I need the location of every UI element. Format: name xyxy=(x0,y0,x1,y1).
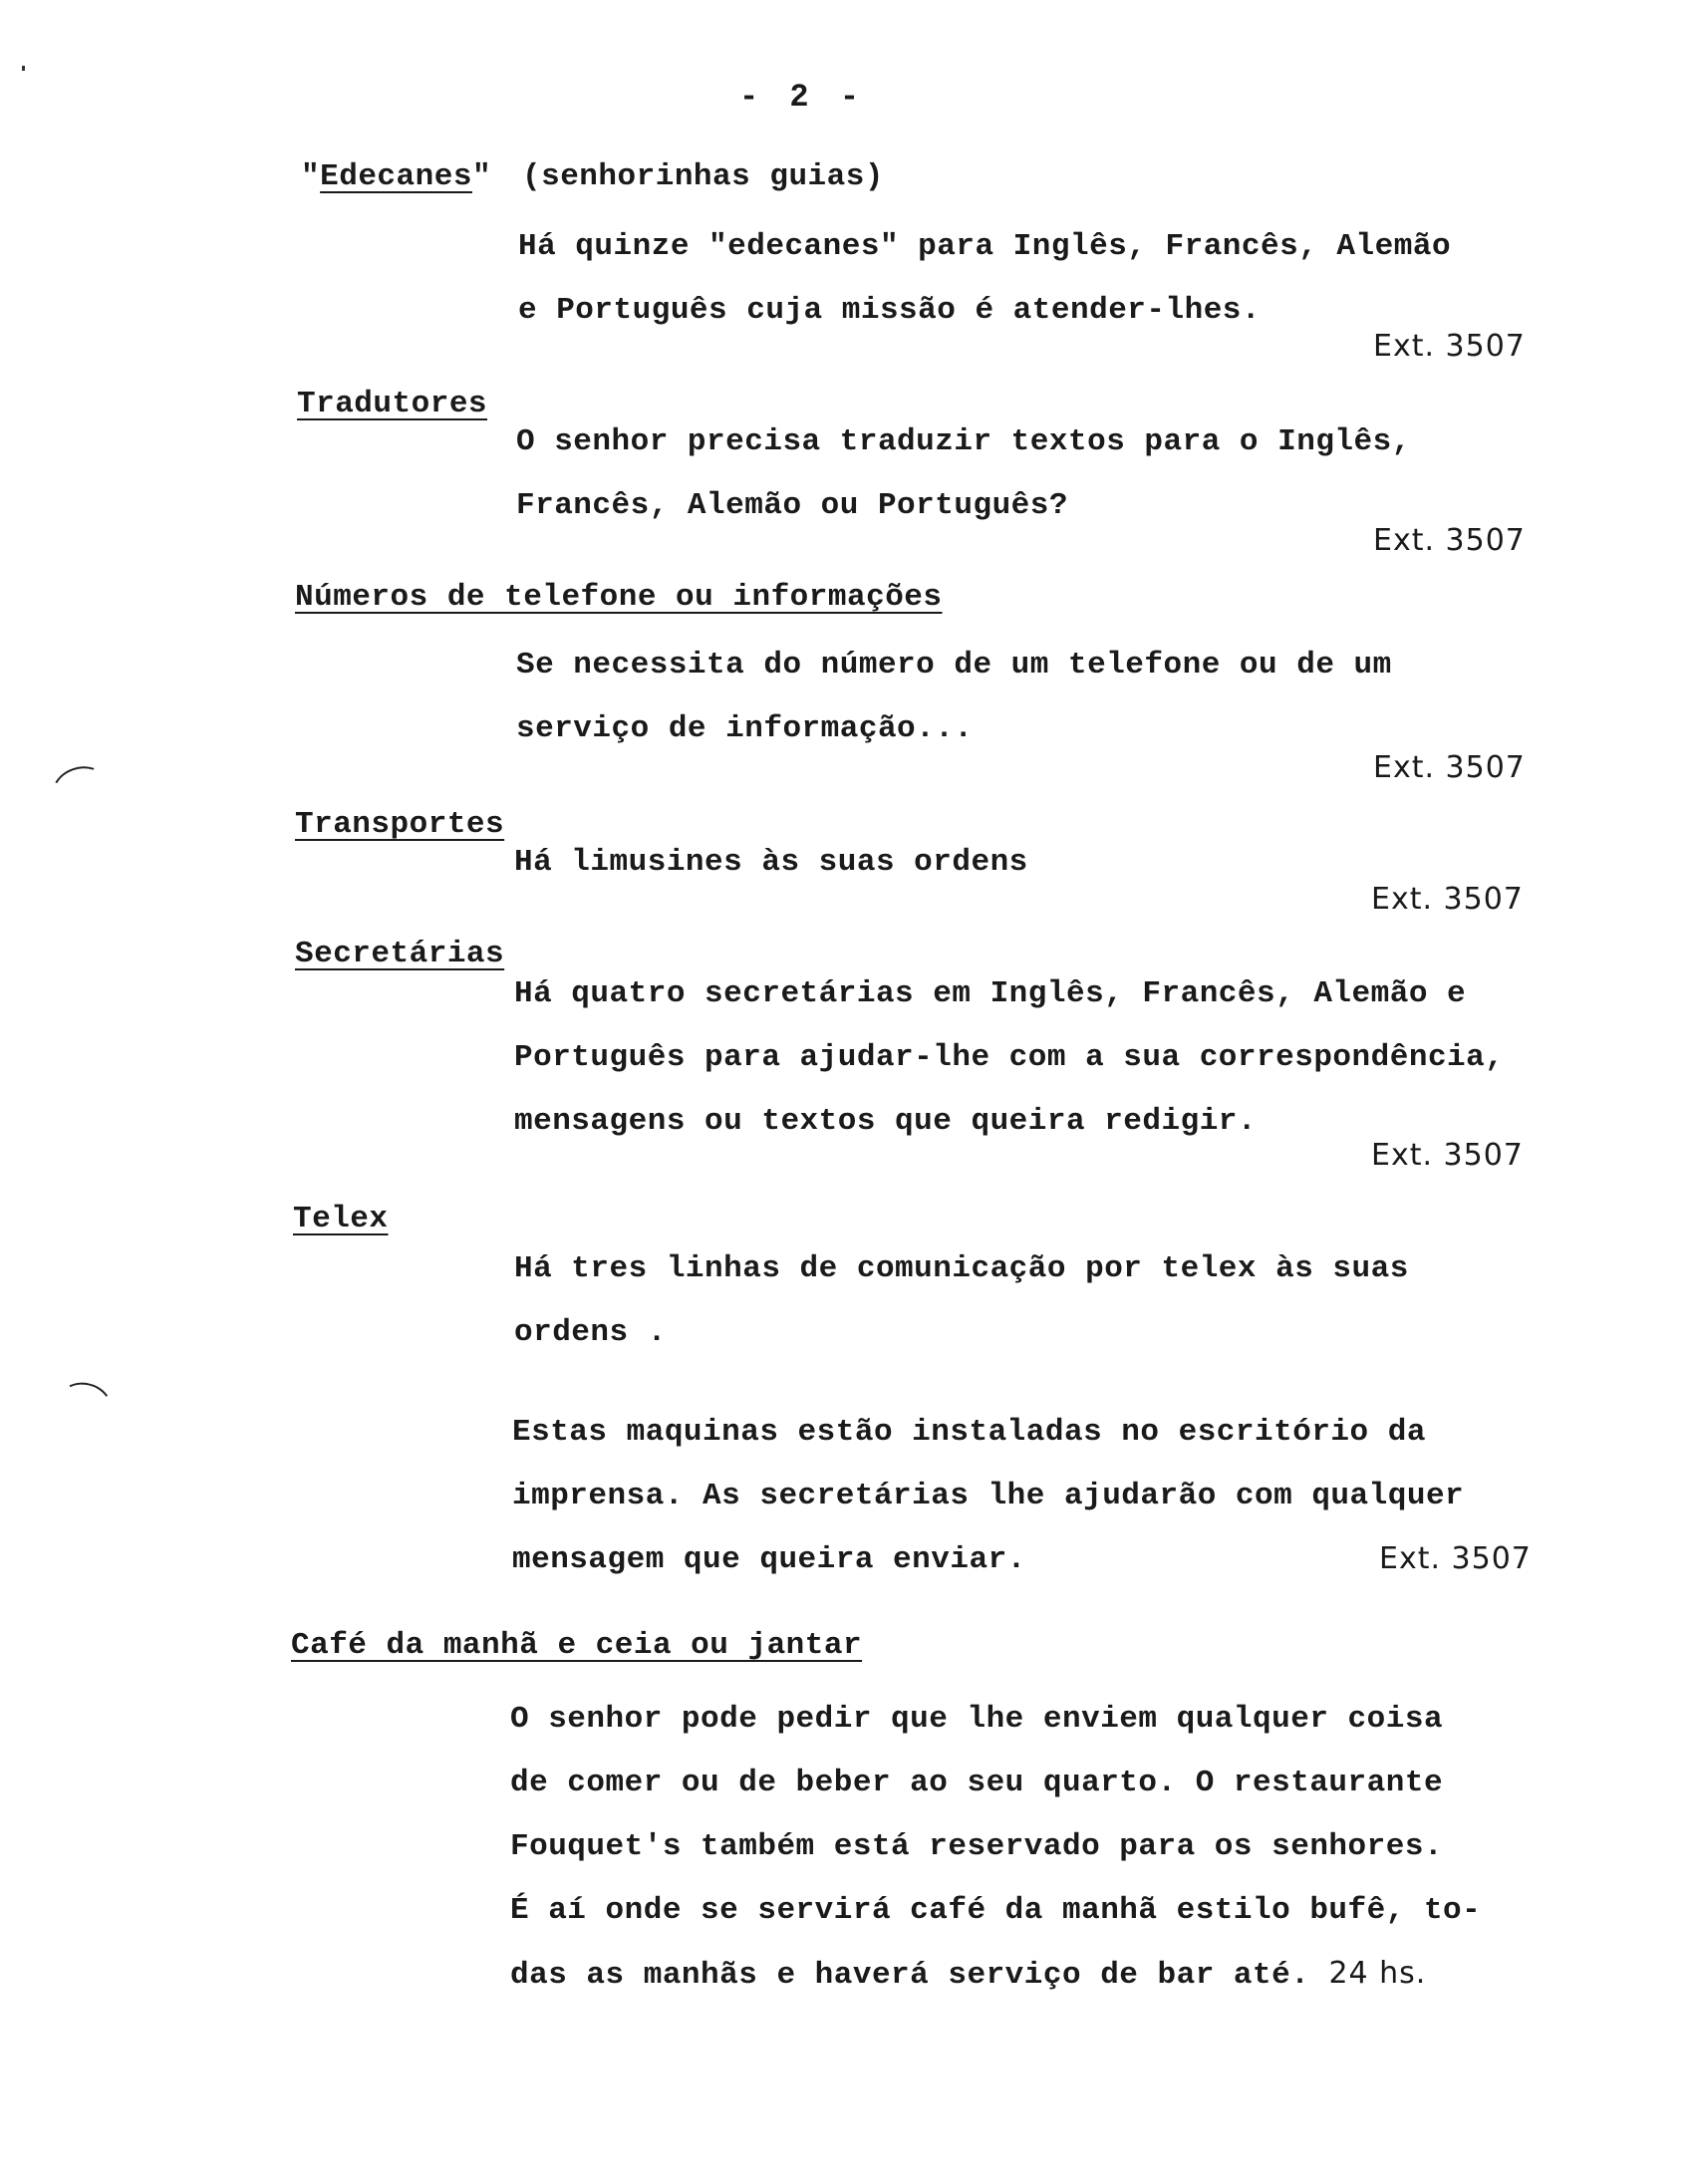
body-line: É aí onde se servirá café da manhã estilo bufê, to- xyxy=(510,1893,1482,1928)
period: . xyxy=(1290,1958,1310,1993)
extension-number: Ext. 3507 xyxy=(1373,750,1526,785)
heading-quote-close: " xyxy=(471,159,492,194)
body-line: Português para ajudar-lhe com a sua correspondência, xyxy=(514,1040,1505,1075)
body-line: Há limusines às suas ordens xyxy=(514,845,1028,880)
body-line xyxy=(510,1956,1427,1993)
body-line: O senhor precisa traduzir textos para o Inglês, xyxy=(516,424,1411,459)
section-heading xyxy=(301,161,491,192)
extension-number: Ext. 3507 xyxy=(1373,523,1526,558)
body-line: imprensa. As secretárias lhe ajudarão com qualquer xyxy=(512,1479,1465,1513)
section-heading: Transportes xyxy=(295,807,505,842)
body-line: Há quinze "edecanes" para Inglês, Francês, Alemão xyxy=(518,229,1452,264)
heading-suffix: (senhorinhas guias) xyxy=(522,159,884,194)
body-line: Estas maquinas estão instaladas no escritório da xyxy=(512,1415,1426,1450)
service-hours: 24 hs. xyxy=(1328,1956,1427,1991)
extension-number: Ext. 3507 xyxy=(1371,1138,1524,1173)
body-line: de comer ou de beber ao seu quarto. O restaurante xyxy=(510,1766,1444,1800)
heading-quote-open: " xyxy=(301,159,321,194)
scan-mark xyxy=(46,759,114,819)
body-line: Se necessita do número de um telefone ou de um xyxy=(516,648,1392,682)
section-heading: Café da manhã e ceia ou jantar xyxy=(291,1628,863,1663)
body-line: Há quatro secretárias em Inglês, Francês, Alemão e xyxy=(514,976,1467,1011)
body-line: Há tres linhas de comunicação por telex às suas xyxy=(514,1251,1409,1286)
section-heading: Números de telefone ou informações xyxy=(295,580,943,615)
section-heading: Telex xyxy=(293,1202,389,1236)
page-number: - 2 - xyxy=(739,79,866,116)
body-line: mensagens ou textos que queira redigir. xyxy=(514,1104,1258,1139)
extension-number: Ext. 3507 xyxy=(1373,329,1526,364)
body-line-text: das as manhãs e haverá serviço de bar até xyxy=(510,1958,1291,1993)
body-line: Francês, Alemão ou Português? xyxy=(516,488,1068,523)
body-line: serviço de informação... xyxy=(516,711,974,746)
body-line: O senhor pode pedir que lhe enviem qualquer coisa xyxy=(510,1702,1444,1737)
scan-speck xyxy=(22,66,25,71)
body-line: mensagem que queira enviar. xyxy=(512,1542,1026,1577)
extension-number: Ext. 3507 xyxy=(1379,1541,1532,1576)
body-line: e Português cuja missão é atender-lhes. xyxy=(518,293,1262,328)
section-heading: Secretárias xyxy=(295,937,505,971)
scan-mark xyxy=(53,1377,117,1433)
section-heading: Tradutores xyxy=(297,387,488,421)
body-line: Fouquet's também está reservado para os senhores. xyxy=(510,1829,1444,1864)
extension-number: Ext. 3507 xyxy=(1371,882,1524,917)
body-line: ordens . xyxy=(514,1315,667,1350)
heading-text: Edecanes xyxy=(320,159,472,194)
